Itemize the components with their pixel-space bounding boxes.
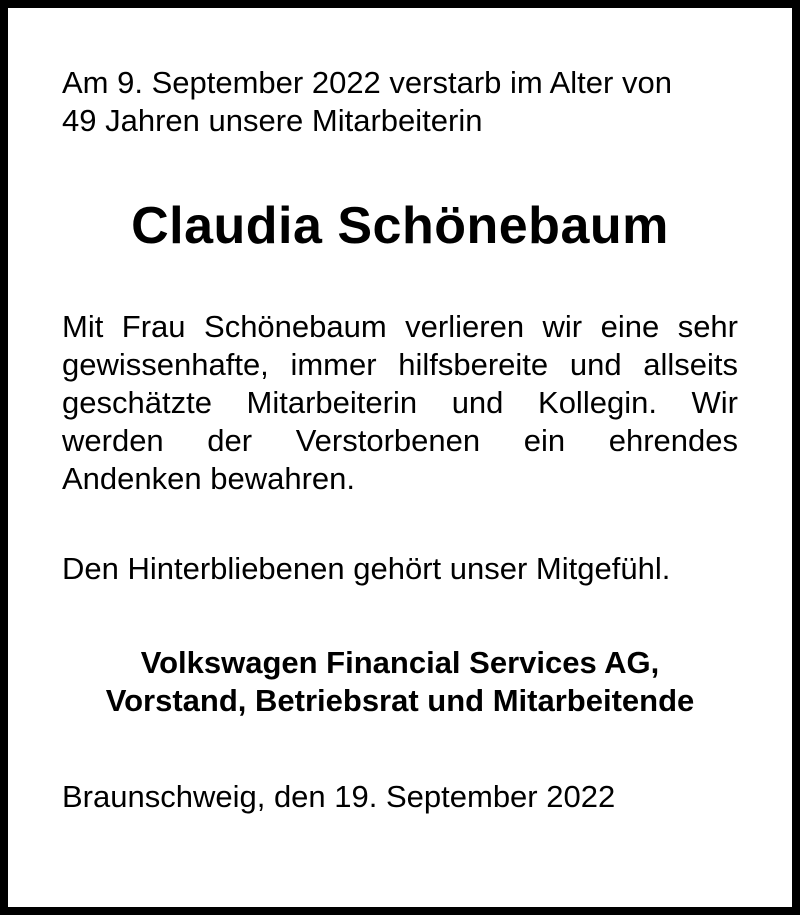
signature-bodies: Vorstand, Betriebsrat und Mitarbeitende [105, 683, 695, 718]
notice-content [62, 64, 738, 816]
deceased-name: Claudia Schönebaum [131, 197, 669, 255]
signature-block [62, 644, 738, 720]
condolence-text: Den Hinterbliebenen gehört unser Mitgefühl. [62, 551, 671, 586]
signature-company: Volkswagen Financial Services AG, [140, 645, 660, 680]
tribute-text: Mit Frau Schönebaum verlieren wir eine sehr gewissenhafte, immer hilfsbereite und allseits geschätzte Mitarbeiterin und Kollegin. Wir werden der Verstorbenen ein ehrendes Andenken bewahren. [62, 309, 738, 496]
intro-text: Am 9. September 2022 verstarb im Alter von 49 Jahren unsere Mitarbeiterin [62, 65, 672, 138]
dateline: Braunschweig, den 19. September 2022 [62, 779, 616, 814]
